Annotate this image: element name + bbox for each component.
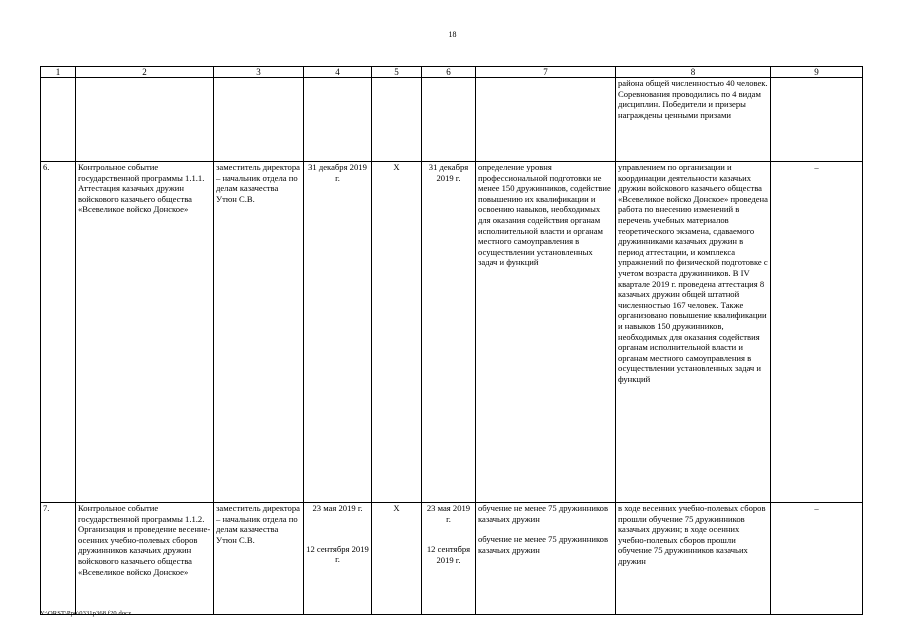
planned-result-2: обучение не менее 75 дружинников казачьих дружин [478, 534, 609, 555]
column-number: 2 [76, 67, 214, 78]
header-row [41, 67, 863, 78]
actual-result-cell: управлением по организации и координации деятельности казачьих дружин войскового казачьего общества «Всевеликое войско Донское» проведена работа по внесению изменений в перечень учебных материалов теоретического экзамена, сдаваемого дружинниками казачьих дружин в период аттестации, и комплекса упражнений по физической подготовке с учетом возраста дружинников. В IV квартале 2019 г. проведена аттестация 8 казачьих дружин общей штатной численностью 167 человек. Также организовано повышение квалификации и навыков 150 дружинников, необходимых для оказания содействия органам исполнительной власти и органам местного самоуправления в осуществлении установленных задач и функций [616, 162, 771, 503]
table-row-7 [41, 503, 863, 615]
row-number: 7. [41, 503, 76, 615]
col9-cell: – [771, 503, 863, 615]
planned-result-cell [476, 503, 616, 615]
column-number: 3 [214, 67, 304, 78]
plan-date-cell [304, 503, 372, 615]
fact-date-cell: 31 декабря 2019 г. [422, 162, 476, 503]
report-table [40, 66, 863, 615]
plan-date-2: 12 сентября 2019 г. [306, 543, 369, 565]
actual-result-cell: в ходе весенних учебно-полевых сборов прошли обучение 75 дружинников казачьих дружин; в ходе осенних учебно-полевых сборов прошли обучение 75 дружинников казачьих дружин [616, 503, 771, 615]
responsible-cell: заместитель директора – начальник отдела по делам казачества Утюн С.В. [214, 162, 304, 503]
fact-date-1: 23 мая 2019 г. [426, 503, 471, 524]
col5-cell: Х [372, 162, 422, 503]
fact-date-2: 12 сентября 2019 г. [426, 544, 471, 565]
event-cell: Контрольное событие государственной программы 1.1.1. Аттестация казачьих дружин войскового казачьего общества «Всевеликое войско Донское» [76, 162, 214, 503]
column-number: 5 [372, 67, 422, 78]
planned-result-cell: определение уровня профессиональной подготовки не менее 150 дружинников, содействие повышению их квалификации и освоению навыков, необходимых для оказания содействия органам исполнительной власти и органам местного самоуправления в осуществлении установленных задач и функций [476, 162, 616, 503]
column-number: 6 [422, 67, 476, 78]
column-number: 9 [771, 67, 863, 78]
table-row-6 [41, 162, 863, 503]
file-path-footer: Y:\ORST\Ppo\0331p368.f20.docx [40, 610, 132, 617]
responsible-cell: заместитель директора – начальник отдела по делам казачества Утюн С.В. [214, 503, 304, 615]
plan-date-1: 23 мая 2019 г. [312, 503, 363, 513]
column-number: 4 [304, 67, 372, 78]
fact-date-cell [422, 503, 476, 615]
continuation-row [41, 78, 863, 162]
planned-result-1: обучение не менее 75 дружинников казачьих дружин [478, 503, 609, 524]
actual-result-cell: района общей численностью 40 человек. Соревнования проводились по 4 видам дисциплин. Победители и призеры награждены ценными призами [616, 78, 771, 162]
col5-cell: Х [372, 503, 422, 615]
col9-cell: – [771, 162, 863, 503]
column-number: 7 [476, 67, 616, 78]
plan-date-cell: 31 декабря 2019 г. [304, 162, 372, 503]
row-number: 6. [41, 162, 76, 503]
column-number: 8 [616, 67, 771, 78]
column-number: 1 [41, 67, 76, 78]
event-cell: Контрольное событие государственной программы 1.1.2. Организация и проведение весенне-осенних учебно-полевых сборов дружинников казачьих дружин войскового казачьего общества «Всевеликое войско Донское» [76, 503, 214, 615]
page-number: 18 [448, 30, 457, 39]
